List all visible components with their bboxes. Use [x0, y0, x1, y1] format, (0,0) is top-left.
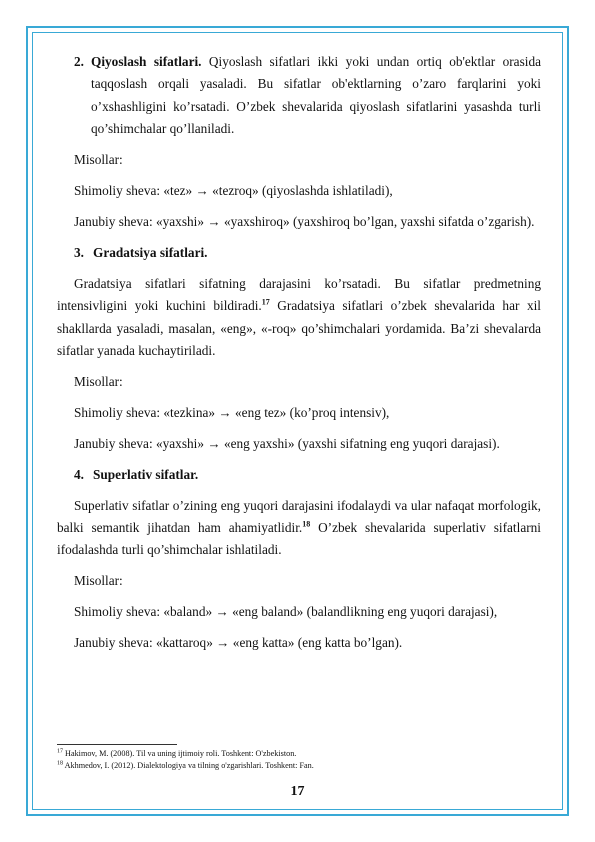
- page-number: 17: [290, 784, 305, 799]
- footnote-separator: [57, 744, 177, 745]
- footnote-ref[interactable]: 17: [261, 297, 270, 307]
- section-heading-superlativ: [57, 464, 541, 486]
- example-northern: Shimoliy sheva: «baland» → «eng baland» (balandlikning eng yuqori darajasi),: [74, 604, 498, 620]
- paragraph-text: Gradatsiya sifatlari sifatning darajasini ko’rsatadi. Bu sifatlar predmetning intensivligini yoki kuchini bildiradi.: [57, 275, 541, 314]
- example-southern: Janubiy sheva: «yaxshi» → «yaxshiroq» (yaxshiroq bo’lgan, yaxshi sifatda o’zgarish).: [74, 213, 535, 229]
- paragraph-text: Superlativ sifatlar o’zining eng yuqori darajasini ifodalaydi va ular nafaqat morfologik, balki semantik jihatdan ham ahamiyatlidir.: [57, 497, 541, 535]
- list-item-text: [91, 51, 541, 141]
- examples-label: Misollar:: [74, 573, 123, 589]
- example-southern: Janubiy sheva: «kattaroq» → «eng katta» (eng katta bo’lgan).: [74, 635, 403, 651]
- heading-number: 4.: [74, 466, 84, 482]
- section-heading-gradatsiya: [57, 242, 541, 264]
- footnote-number: 17: [57, 748, 63, 755]
- heading-title: Gradatsiya sifatlari.: [93, 244, 208, 260]
- paragraph-text: Gradatsiya sifatlari o’zbek shevalarida har xil shakllarda yasaladi, masalan, «eng», «-roq» qo’shimchalari yordamida. Ba’zi shevalarda sifatlar yanada kuchaytiriladi.: [57, 298, 541, 358]
- footnotes: [57, 748, 541, 771]
- heading-number: 3.: [74, 244, 84, 260]
- paragraph-superlativ: [57, 495, 541, 562]
- examples-label: Misollar:: [74, 152, 123, 168]
- footnote: [57, 748, 541, 760]
- footnote-number: 18: [57, 759, 63, 766]
- term-description: Qiyoslash sifatlari ikki yoki undan ortiq ob'ektlar orasida taqqoslash orqali yasaladi. Bu sifatlar ob'ektlarning o’zaro farqlarini yoki o’xshashligini ko’rsatadi. O’zbek shevalarida qiyoslash sifatlarini yasashda turli qo’shimchalar qo’llaniladi.: [91, 54, 541, 137]
- list-number: 2.: [74, 54, 84, 69]
- examples-label: Misollar:: [74, 373, 123, 389]
- list-item-qiyoslash: [57, 51, 541, 141]
- footnote-text: Hakimov, M. (2008). Til va uning ijtimoiy roli. Toshkent: O'zbekiston.: [63, 749, 297, 758]
- example-northern: Shimoliy sheva: «tez» → «tezroq» (qiyoslashda ishlatiladi),: [74, 183, 393, 199]
- paragraph-gradatsiya: [57, 273, 541, 363]
- page-content: [57, 51, 541, 654]
- term-bold: Qiyoslash sifatlari.: [91, 54, 202, 69]
- paragraph-text: O’zbek shevalarida superlativ sifatlarni ifodalashda turli qo’shimchalar ishlatiladi.: [57, 519, 541, 558]
- example-northern: Shimoliy sheva: «tezkina» → «eng tez» (ko’proq intensiv),: [74, 404, 390, 420]
- footnote: [57, 760, 541, 772]
- footnote-text: Akhmedov, I. (2012). Dialektologiya va tilning o'zgarishlari. Toshkent: Fan.: [63, 760, 314, 770]
- footnote-ref[interactable]: 18: [302, 519, 311, 529]
- heading-title: Superlativ sifatlar.: [93, 466, 199, 482]
- example-southern: Janubiy sheva: «yaxshi» → «eng yaxshi» (yaxshi sifatning eng yuqori darajasi).: [74, 435, 500, 451]
